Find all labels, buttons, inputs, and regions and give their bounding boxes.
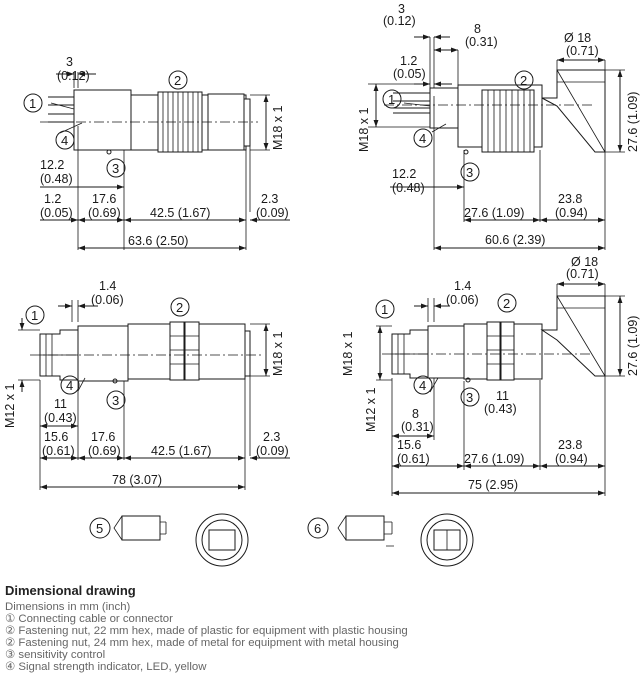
dim-2-3-value: 2.3 (261, 192, 279, 206)
dim-3-value: 3 (398, 2, 405, 16)
dim-1-2-inch: (0.05) (40, 206, 73, 220)
dim-12-2-value: 12.2 (40, 158, 65, 172)
cable (393, 93, 430, 113)
dim-1-2-value: 1.2 (44, 192, 62, 206)
dim-2-3-inch: (0.09) (256, 444, 289, 458)
callout-1: 1 (31, 308, 39, 323)
callout-5: 5 (96, 521, 104, 536)
callout-4: 4 (61, 133, 69, 148)
thread-label: M18 x 1 (357, 107, 371, 152)
dim-23-8-inch: (0.94) (555, 206, 588, 220)
dim-15-6-value: 15.6 (397, 438, 422, 452)
dim-11-value: 11 (54, 397, 67, 411)
dim-12-2-value: 12.2 (392, 167, 417, 181)
dim-1-2-inch: (0.05) (393, 67, 426, 81)
dim-8-value: 8 (474, 22, 481, 36)
dim-27-6: 27.6 (1.09) (464, 206, 525, 220)
dim-diameter-inch: (0.71) (566, 267, 599, 281)
dim-27-6: 27.6 (1.09) (464, 452, 525, 466)
fastening-nut (170, 322, 199, 380)
callout-4: 4 (419, 131, 427, 146)
caption-legend (5, 601, 408, 673)
callout-3: 3 (466, 165, 474, 180)
view-bottom-right (341, 255, 640, 496)
thread-m18-label: M18 x 1 (341, 331, 355, 376)
callout-1: 1 (29, 96, 37, 111)
dim-total-length: 60.6 (2.39) (485, 233, 546, 247)
dim-15-6-inch: (0.61) (42, 444, 75, 458)
dim-total-length: 75 (2.95) (468, 478, 519, 492)
thread-m12-label: M12 x 1 (3, 383, 17, 428)
dim-1-4-inch: (0.06) (446, 293, 479, 307)
callout-3: 3 (466, 390, 474, 405)
dim-15-6-inch: (0.61) (397, 452, 430, 466)
legend-item: ② Fastening nut, 22 mm hex, made of plastic for equipment with plastic housing (5, 625, 408, 637)
caption-block (0, 580, 640, 673)
view-top-right (357, 2, 640, 250)
legend-item: ④ Signal strength indicator, LED, yellow (5, 661, 207, 673)
callout-2: 2 (176, 300, 184, 315)
dim-1-2-value: 1.2 (400, 54, 418, 68)
callout-4: 4 (419, 378, 427, 393)
callout-2: 2 (503, 296, 511, 311)
callout-1: 1 (388, 92, 396, 107)
dim-total-length: 78 (3.07) (112, 473, 163, 487)
dim-17-6-value: 17.6 (92, 192, 117, 206)
view-bottom-left (3, 279, 290, 490)
thread-m12-label: M12 x 1 (364, 387, 378, 432)
dim-diameter-value: Ø 18 (571, 255, 599, 269)
legend-item: ③ sensitivity control (5, 649, 106, 661)
dim-17-6-inch: (0.69) (88, 206, 121, 220)
fastening-nut (487, 322, 514, 380)
dim-8-inch: (0.31) (401, 420, 434, 434)
callout-3: 3 (112, 161, 120, 176)
dim-11-value: 11 (496, 389, 509, 403)
callout-2: 2 (174, 73, 182, 88)
thread-label: M18 x 1 (271, 105, 285, 150)
sensor-housing-rear (74, 90, 131, 150)
dim-17-6-inch: (0.69) (88, 444, 121, 458)
thread-m18-label: M18 x 1 (271, 331, 285, 376)
dim-15-6-value: 15.6 (44, 430, 69, 444)
dim-42-5: 42.5 (1.67) (150, 206, 211, 220)
callout-1: 1 (381, 302, 389, 317)
dim-8-value: 8 (412, 407, 419, 421)
dim-cable-inch: (0.12) (57, 69, 90, 83)
dim-23-8-value: 23.8 (558, 192, 583, 206)
callout-3: 3 (112, 393, 120, 408)
dim-diameter-inch: (0.71) (566, 44, 599, 58)
dim-11-inch: (0.43) (44, 411, 77, 425)
dim-height: 27.6 (1.09) (626, 315, 640, 376)
dim-total-length: 63.6 (2.50) (128, 234, 189, 248)
fastening-nut (482, 90, 534, 152)
dim-1-4-value: 1.4 (454, 279, 472, 293)
cable (48, 97, 74, 122)
dim-11-inch: (0.43) (484, 402, 517, 416)
dim-23-8-value: 23.8 (558, 438, 583, 452)
dim-2-3-inch: (0.09) (256, 206, 289, 220)
callout-2: 2 (520, 73, 528, 88)
dim-12-2-inch: (0.48) (40, 172, 73, 186)
detail-5 (90, 514, 248, 566)
dim-diameter-value: Ø 18 (564, 31, 592, 45)
dim-23-8-inch: (0.94) (555, 452, 588, 466)
callout-6: 6 (314, 521, 322, 536)
dim-1-4-inch: (0.06) (91, 293, 124, 307)
dim-12-2-inch: (0.48) (392, 181, 425, 195)
dim-2-3-value: 2.3 (263, 430, 281, 444)
dim-1-4-value: 1.4 (99, 279, 117, 293)
unit-note: Dimensions in mm (inch) (5, 601, 131, 613)
caption-title: Dimensional drawing (5, 583, 136, 598)
callout-4: 4 (66, 378, 74, 393)
view-top-left (24, 55, 290, 250)
dim-17-6-value: 17.6 (91, 430, 116, 444)
dim-42-5: 42.5 (1.67) (151, 444, 212, 458)
detail-6 (308, 514, 473, 566)
legend-item: ① Connecting cable or connector (5, 613, 173, 625)
dim-cable-value: 3 (66, 55, 73, 69)
dim-3-inch: (0.12) (383, 14, 416, 28)
legend-item: ② Fastening nut, 24 mm hex, made of metal for equipment with metal housing (5, 637, 399, 649)
dim-height: 27.6 (1.09) (626, 91, 640, 152)
dim-8-inch: (0.31) (465, 35, 498, 49)
